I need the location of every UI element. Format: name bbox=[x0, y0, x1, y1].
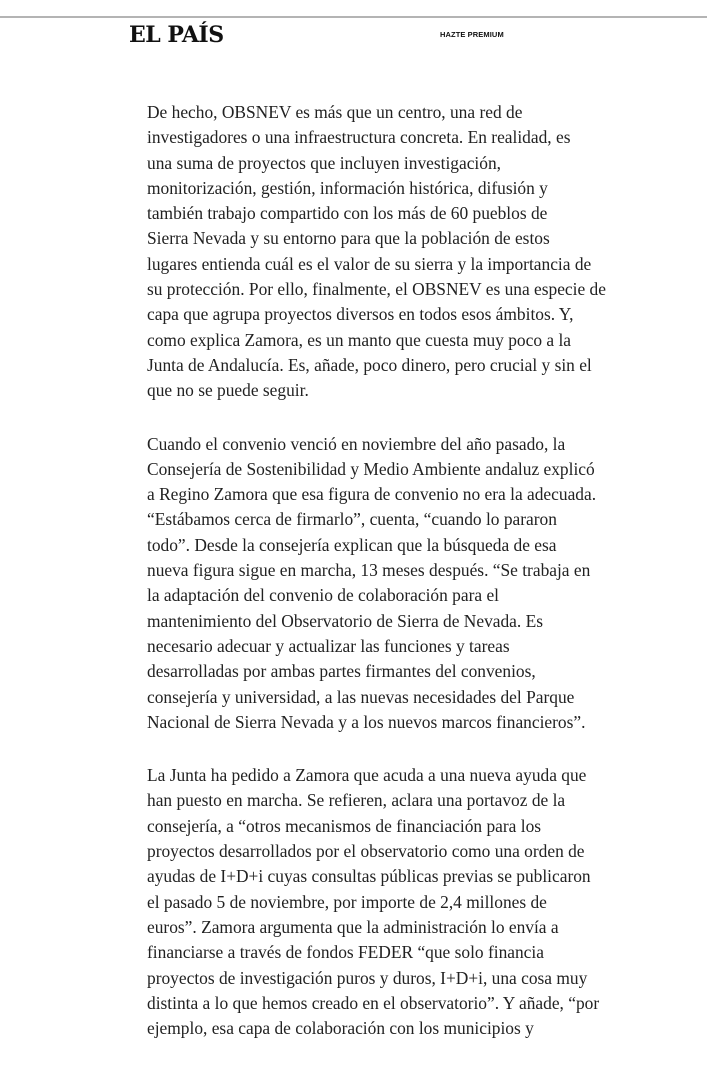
paragraph-line: Consejería de Sostenibilidad y Medio Ambiente andaluz explicó bbox=[147, 458, 595, 479]
paragraph-line: lugares entienda cuál es el valor de su sierra y la importancia de bbox=[147, 253, 592, 274]
paragraph-line: euros”. Zamora argumenta que la administración lo envía a bbox=[147, 916, 559, 937]
paragraph-line: como explica Zamora, es un manto que cuesta muy poco a la bbox=[147, 329, 571, 350]
paragraph-line: ejemplo, esa capa de colaboración con los municipios y bbox=[147, 1018, 534, 1039]
paragraph-line: consejería y universidad, a las nuevas necesidades del Parque bbox=[147, 686, 575, 707]
paragraph-line: distinta a lo que hemos creado en el observatorio”. Y añade, “por bbox=[147, 992, 600, 1013]
paragraph-line: Sierra Nevada y su entorno para que la población de estos bbox=[147, 228, 550, 249]
article-paragraph bbox=[147, 432, 607, 736]
paragraph-line: ayudas de I+D+i cuyas consultas públicas previas se publicaron bbox=[147, 866, 591, 887]
paragraph-line: una suma de proyectos que incluyen investigación, bbox=[147, 152, 501, 173]
hazte-premium-link[interactable]: HAZTE PREMIUM bbox=[440, 30, 504, 39]
paragraph-line: Junta de Andalucía. Es, añade, poco dinero, pero crucial y sin el bbox=[147, 354, 592, 375]
paragraph-line: La Junta ha pedido a Zamora que acuda a una nueva ayuda que bbox=[147, 765, 587, 786]
paragraph-line: consejería, a “otros mecanismos de financiación para los bbox=[147, 815, 542, 836]
paragraph-line: monitorización, gestión, información histórica, difusión y bbox=[147, 177, 548, 198]
paragraph-line: De hecho, OBSNEV es más que un centro, una red de bbox=[147, 102, 523, 122]
paragraph-line: su protección. Por ello, finalmente, el OBSNEV es una especie de bbox=[147, 279, 606, 300]
paragraph-line: proyectos de investigación puros y duros, I+D+i, una cosa muy bbox=[147, 967, 588, 988]
paragraph-line: Cuando el convenio venció en noviembre del año pasado, la bbox=[147, 433, 566, 454]
paragraph-line: que no se puede seguir. bbox=[147, 380, 309, 401]
paragraph-line: a Regino Zamora que esa figura de convenio no era la adecuada. bbox=[147, 484, 597, 505]
paragraph-line: el pasado 5 de noviembre, por importe de 2,4 millones de bbox=[147, 891, 547, 912]
paragraph-line: la adaptación del convenio de colaboración para el bbox=[147, 585, 499, 606]
paragraph-line: todo”. Desde la consejería explican que la búsqueda de esa bbox=[147, 534, 557, 555]
paragraph-line: capa que agrupa proyectos diversos en todos esos ámbitos. Y, bbox=[147, 304, 574, 325]
el-pais-logo[interactable]: EL PAÍS bbox=[129, 22, 224, 48]
paragraph-line: también trabajo compartido con los más de 60 pueblos de bbox=[147, 203, 548, 224]
paragraph-line: necesario adecuar y actualizar las funciones y tareas bbox=[147, 635, 510, 656]
paragraph-line: proyectos desarrollados por el observatorio como una orden de bbox=[147, 841, 585, 862]
paragraph-line: han puesto en marcha. Se refieren, aclara una portavoz de la bbox=[147, 790, 566, 811]
top-divider bbox=[0, 16, 707, 18]
article-body bbox=[147, 100, 607, 1069]
paragraph-line: investigadores o una infraestructura concreta. En realidad, es bbox=[147, 127, 571, 148]
article-paragraph bbox=[147, 100, 607, 404]
paragraph-line: financiarse a través de fondos FEDER “que solo financia bbox=[147, 942, 544, 963]
paragraph-line: Nacional de Sierra Nevada y a los nuevos marcos financieros”. bbox=[147, 711, 586, 732]
paragraph-line: mantenimiento del Observatorio de Sierra de Nevada. Es bbox=[147, 610, 543, 631]
paragraph-line: “Estábamos cerca de firmarlo”, cuenta, “cuando lo pararon bbox=[147, 509, 557, 530]
paragraph-line: desarrolladas por ambas partes firmantes del convenios, bbox=[147, 661, 536, 682]
paragraph-line: nueva figura sigue en marcha, 13 meses después. “Se trabaja en bbox=[147, 560, 591, 581]
